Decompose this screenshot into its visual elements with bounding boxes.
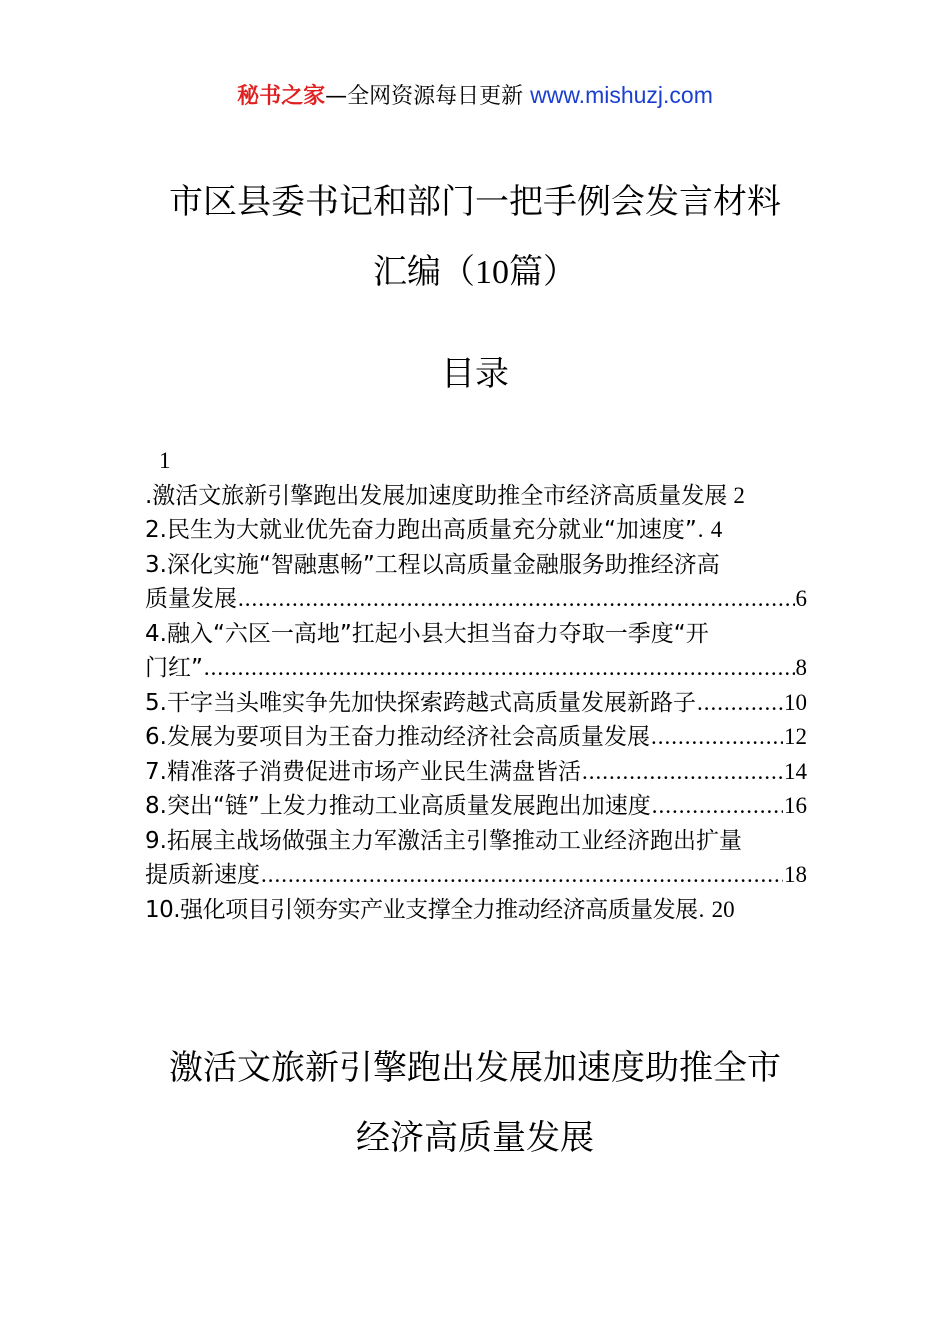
document-title-suffix: 篇）: [509, 252, 577, 292]
toc-entry-text: 8.突出“链”上发力推动工业高质量发展跑出加速度: [145, 793, 651, 819]
toc-entry-1[interactable]: [145, 479, 807, 514]
toc-entry-text: 3.深化实施“智融惠畅”工程以高质量金融服务助推经济高: [145, 551, 720, 578]
toc-leader-dots: [698, 513, 710, 548]
document-title-prefix: 汇编（: [373, 252, 475, 292]
toc-entry-text: 4.融入“六区一高地”扛起小县大担当奋力夺取一季度“开: [145, 620, 709, 647]
toc-entry-text: 10.强化项目引领夯实产业支撑全力推动经济高质量发展: [145, 896, 698, 923]
toc-entry-page: 6: [795, 586, 807, 611]
toc-entry-text: 9.拓展主战场做强主力军激活主引擎推动工业经济跑出扩量: [145, 827, 742, 854]
toc-entry-page: 8: [795, 655, 807, 680]
site-url-link[interactable]: www.mishuzj.com: [530, 82, 713, 108]
toc-leader-dots: [261, 858, 783, 893]
document-title-count: 10: [475, 254, 509, 291]
toc-entry-9[interactable]: [145, 824, 807, 859]
toc-entry-text: 5.干字当头唯实争先加快探索跨越式高质量发展新路子: [145, 689, 696, 716]
toc-entry-7[interactable]: [145, 755, 807, 790]
toc-entry-text: 7.精准落子消费促进市场产业民生满盘皆活: [145, 758, 581, 785]
toc-entry-1-number: [145, 444, 821, 479]
toc-entry-page: 18: [784, 862, 807, 887]
table-of-contents: [145, 444, 807, 927]
toc-leader-dots: [238, 582, 795, 617]
toc-entry-3[interactable]: [145, 548, 807, 583]
header-slogan: —全网资源每日更新: [325, 84, 524, 109]
toc-entry-number: 1: [159, 448, 171, 473]
toc-entry-text: .激活文旅新引擎跑出发展加速度助推全市经济高质量发展: [145, 482, 728, 509]
toc-entry-text: 2.民生为大就业优先奋力跑出高质量充分就业“加速度”: [145, 517, 697, 543]
toc-leader-dots: [697, 686, 783, 721]
toc-leader-dots: [204, 651, 795, 686]
toc-entry-6[interactable]: [145, 720, 807, 755]
brand-name: 秘书之家: [237, 84, 326, 109]
toc-entry-page: 4: [710, 517, 723, 542]
toc-entry-page: 14: [784, 758, 807, 784]
toc-entry-8[interactable]: [145, 789, 807, 824]
toc-entry-text-cont: 提质新速度: [145, 862, 260, 888]
toc-entry-2[interactable]: [145, 513, 807, 548]
toc-entry-page: 12: [784, 724, 807, 749]
document-title-line-1: 市区县委书记和部门一把手例会发言材料: [169, 182, 781, 222]
toc-entry-page: 16: [784, 793, 807, 818]
toc-entry-page: 10: [784, 689, 807, 715]
toc-leader-dots: [582, 755, 783, 790]
toc-entry-3-cont[interactable]: [145, 582, 807, 617]
toc-entry-4-cont[interactable]: [145, 651, 807, 686]
toc-entry-9-cont[interactable]: [145, 858, 807, 893]
section-title-line-2: 经济高质量发展: [356, 1118, 594, 1158]
toc-heading: 目录: [441, 354, 509, 394]
toc-leader-dots: [651, 720, 783, 755]
toc-entry-page: 20: [711, 896, 735, 922]
toc-entry-10[interactable]: [145, 893, 807, 928]
toc-entry-page: 2: [733, 482, 745, 508]
toc-entry-5[interactable]: [145, 686, 807, 721]
toc-entry-text-cont: 质量发展: [145, 586, 237, 612]
toc-entry-4[interactable]: [145, 617, 807, 652]
toc-leader-dots: [652, 789, 783, 824]
toc-entry-text: 6.发展为要项目为王奋力推动经济社会高质量发展: [145, 724, 650, 750]
toc-leader-dots: [699, 893, 711, 928]
document-title-line-2: [0, 250, 950, 295]
site-header: [0, 80, 950, 112]
toc-entry-text-cont: 门红”: [145, 655, 203, 681]
section-title-line-1: 激活文旅新引擎跑出发展加速度助推全市: [169, 1048, 781, 1088]
